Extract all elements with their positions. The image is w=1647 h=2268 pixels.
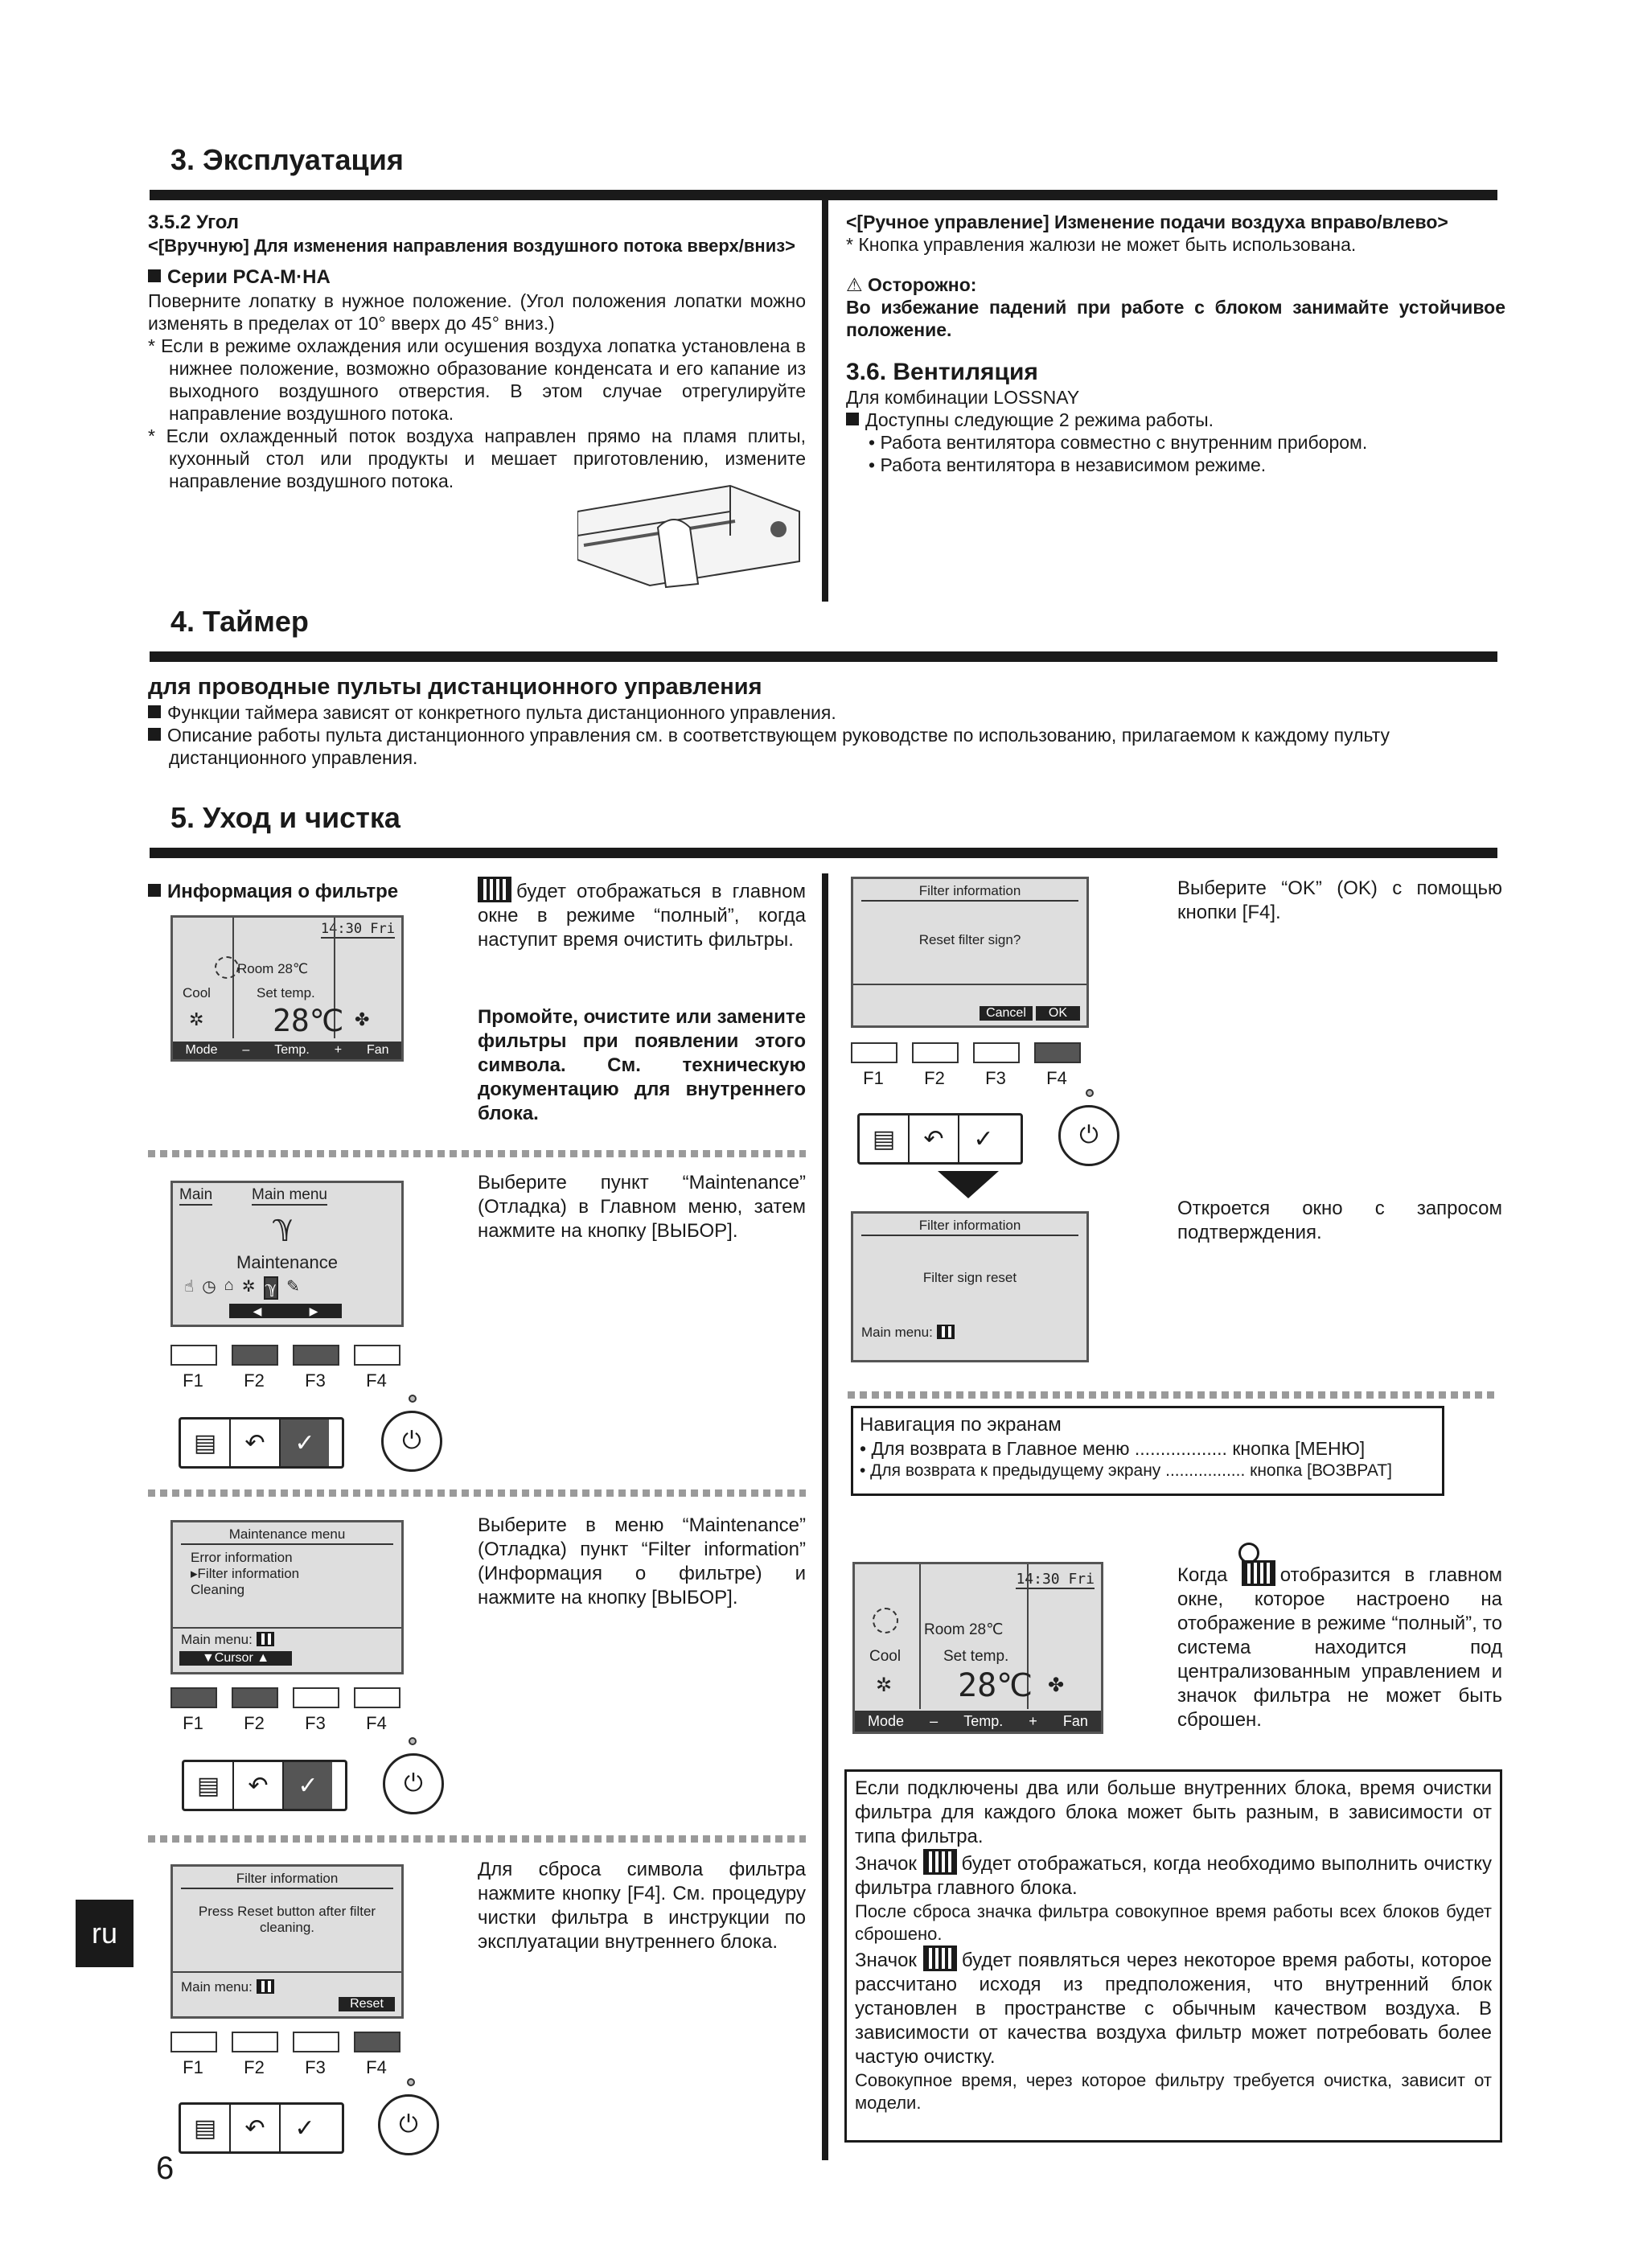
power-button[interactable]: ⏻: [381, 1411, 442, 1472]
prohibit-icon: [1238, 1543, 1259, 1563]
rf-buttons: [980, 1006, 1080, 1021]
select-button[interactable]: ✓: [973, 1125, 994, 1152]
mm-filter-info: ▸Filter information: [191, 1566, 300, 1581]
power-led: [407, 2078, 415, 2086]
lcd-main-screen: [170, 915, 404, 1062]
page-number: 6: [156, 2151, 175, 2186]
menu-return-select-pad-step3: [182, 1760, 347, 1811]
mode-value: Cool: [869, 1648, 902, 1665]
snowflake-icon: ✲: [876, 1674, 893, 1696]
manual-lr-note: * Кнопка управления жалюзи не может быть использована.: [846, 234, 1357, 255]
filter-grid-icon: [478, 877, 511, 902]
arrow-down-icon: [938, 1171, 999, 1198]
caution-heading: ⚠ Осторожно:: [846, 274, 977, 295]
f2-key[interactable]: [232, 1345, 278, 1366]
f4-key[interactable]: [354, 1345, 400, 1366]
central-control-text: Когда отобразится в главном окне, которое настроено на отображение в режиме “полный”, то система находится под централизованным управлением и значок фильтра не может быть сброшен.: [1177, 1560, 1502, 1732]
section-5-title: 5. Уход и чистка: [170, 801, 400, 834]
function-keys-step5: [851, 1042, 1081, 1063]
return-button[interactable]: ↶: [910, 1116, 959, 1162]
central-filter-icon: [1242, 1560, 1280, 1588]
cursor-bar: ◀ ▶: [229, 1304, 342, 1318]
s36-title: 3.6. Вентиляция: [846, 359, 1038, 385]
language-tab: ru: [76, 1900, 133, 1967]
clock: 14:30 Fri: [320, 921, 395, 937]
f4-key[interactable]: [354, 2032, 400, 2052]
section-4-title: 4. Таймер: [170, 605, 309, 638]
step2-text: Выберите пункт “Maintenance” (Отладка) в Главном меню, затем нажмите на кнопку [ВЫБОР].: [478, 1172, 806, 1242]
gear-icon: ✲: [241, 1278, 256, 1296]
square-bullet-icon: [148, 728, 161, 741]
lcd-main-label: Main: [179, 1186, 212, 1206]
filter-warning-text: Промойте, очистите или замените фильтры при появлении этого символа. См. техническую документацию для внутреннего блока.: [478, 1006, 806, 1124]
step4-text: Для сброса символа фильтра нажмите кнопку [F4]. См. процедуру чистки фильтра в инструкции по эксплуатации внутреннего блока.: [478, 1859, 806, 1953]
menu-return-select-pad-step5: [857, 1113, 1023, 1165]
lock-icon: ⌂: [224, 1276, 234, 1294]
f1-key[interactable]: [851, 1042, 897, 1063]
power-led: [409, 1737, 417, 1745]
nav-title: Навигация по экранам: [860, 1414, 1062, 1436]
f3-key[interactable]: [293, 1345, 339, 1366]
lcd-function-bar: Mode – Temp. + Fan: [855, 1711, 1101, 1732]
mm-footer-main-menu: Main menu:: [181, 1632, 279, 1648]
menu-button[interactable]: ▤: [860, 1116, 910, 1162]
s4-subtitle: для проводные пульты дистанционного управления: [148, 674, 762, 700]
fi-footer-main-menu: Main menu:: [181, 1979, 279, 1995]
step5-text: Выберите “OK” (OK) с помощью кнопки [F4].: [1177, 877, 1502, 923]
lcd-maintenance-menu: [170, 1520, 404, 1674]
s4-bullet-1: Функции таймера зависят от конкретного пульта дистанционного управления.: [148, 701, 1499, 724]
fan-icon: ✤: [1048, 1674, 1065, 1696]
column-divider-bottom: [822, 873, 828, 2160]
square-bullet-icon: [846, 413, 859, 425]
dotted-separator: [148, 1835, 806, 1843]
room-temp: Room 28℃: [924, 1621, 1004, 1638]
nav-previous: • Для возврата к предыдущему экрану ................. кнопка [ВОЗВРАТ]: [860, 1461, 1392, 1480]
hand-icon: ☝: [184, 1278, 195, 1296]
menu-button[interactable]: ▤: [181, 1420, 231, 1466]
info-cumulative-time: Совокупное время, через которое фильтру требуется очистка, зависит от модели.: [855, 2070, 1492, 2113]
fkey-labels-step4: F1 F2 F3 F4: [183, 2057, 387, 2077]
return-button[interactable]: ↶: [234, 1762, 284, 1809]
section-352: [148, 211, 806, 492]
fkey-labels-step3: F1 F2 F3 F4: [183, 1713, 387, 1733]
power-led: [409, 1395, 417, 1403]
fsr-title: Filter information: [861, 1217, 1078, 1236]
snowflake-icon: ✲: [189, 1009, 204, 1029]
fkey-labels-step5: F1 F2 F3 F4: [863, 1068, 1067, 1088]
menu-return-select-pad-step2: [179, 1417, 344, 1469]
mode-value: Cool: [183, 985, 211, 1000]
nav-main-menu: • Для возврата в Главное меню .................. кнопка [МЕНЮ]: [860, 1438, 1366, 1459]
info-reset-cumulative: После сброса значка фильтра совокупное время работы всех блоков будет сброшено.: [855, 1901, 1492, 1944]
fsr-footer-main-menu: Main menu:: [861, 1325, 959, 1341]
clock: 14:30 Fri: [1016, 1571, 1095, 1588]
filter-grid-icon: [923, 1849, 957, 1875]
square-bullet-icon: [148, 705, 161, 718]
f1-key[interactable]: [170, 1345, 217, 1366]
section-4-rule: [150, 651, 1497, 662]
mm-title: Maintenance menu: [181, 1526, 393, 1545]
set-temp-value: 28℃: [273, 1003, 344, 1038]
f2-key[interactable]: [912, 1042, 959, 1063]
s36-bullet-2: • Работа вентилятора совместно с внутренним прибором.: [869, 432, 1368, 453]
clock-icon: ◷: [202, 1278, 216, 1296]
f3-key[interactable]: [293, 1687, 339, 1708]
rf-title: Filter information: [861, 882, 1078, 902]
menu-icon: [257, 1632, 274, 1646]
f3-key[interactable]: [293, 2032, 339, 2052]
fi-reset-label: Reset: [339, 1997, 395, 2011]
f3-key[interactable]: [973, 1042, 1020, 1063]
rf-question: Reset filter sign?: [918, 932, 1021, 947]
function-keys-step4: [170, 2032, 400, 2052]
return-button[interactable]: ↶: [231, 2105, 281, 2151]
select-button[interactable]: ✓: [294, 2114, 315, 2142]
set-temp-label: Set temp.: [257, 985, 315, 1000]
warning-icon: ⚠: [846, 274, 863, 295]
menu-icon: [937, 1325, 955, 1339]
select-button[interactable]: ✓: [284, 1762, 332, 1809]
lcd-function-bar: Mode – Temp. + Fan: [173, 1042, 401, 1059]
s352-subtitle: <[Вручную] Для изменения направления воздушного потока вверх/вниз>: [148, 236, 796, 256]
maintenance-icon: ℽ: [273, 1209, 294, 1242]
section-36-column: [846, 211, 1505, 476]
s352-title: 3.5.2 Угол: [148, 212, 240, 233]
fkey-labels-step2: F1 F2 F3 F4: [183, 1370, 387, 1391]
set-temp-value: 28℃: [958, 1667, 1033, 1704]
dotted-separator: [848, 1391, 1499, 1399]
s36-bullet-1: Доступны следующие 2 режима работы.: [846, 409, 1505, 431]
step6-text: Откроется окно с запросом подтверждения.: [1177, 1198, 1502, 1243]
caution-text: Во избежание падений при работе с блоком занимайте устойчивое положение.: [846, 297, 1505, 340]
column-divider-top: [822, 199, 828, 602]
cancel-label: Cancel: [980, 1006, 1033, 1021]
function-keys-step3: [170, 1687, 400, 1708]
filter-info-heading: Информация о фильтре: [148, 880, 398, 904]
power-button[interactable]: ⏻: [378, 2094, 439, 2155]
menu-return-select-pad-step4: [179, 2102, 344, 2154]
function-keys-step2: [170, 1345, 400, 1366]
fi-title: Filter information: [181, 1870, 393, 1889]
vane-illustration: [577, 479, 806, 592]
fsr-message: Filter sign reset: [922, 1270, 1017, 1285]
lcd-main-menu: [170, 1181, 404, 1327]
fan-icon: ✤: [355, 1009, 370, 1029]
f4-key[interactable]: [1034, 1042, 1081, 1063]
pca-text: Поверните лопатку в нужное положение. (Угол положения лопатки можно изменять в пределах от 10° вверх до 45° вниз.): [148, 290, 806, 334]
filter-timing-info-box: [844, 1769, 1502, 2143]
return-button[interactable]: ↶: [231, 1420, 281, 1466]
mm-cleaning: Cleaning: [191, 1582, 245, 1597]
s36-subtitle: Для комбинации LOSSNAY: [846, 387, 1080, 408]
filter-grid-icon: [923, 1945, 957, 1971]
pca-heading: Серии PCA-M·HA: [148, 265, 806, 290]
f1-key[interactable]: [170, 2032, 217, 2052]
s36-bullet-3: • Работа вентилятора в независимом режиме.: [869, 454, 1267, 475]
info-main-unit: Значок будет отображаться, когда необходимо выполнить очистку фильтра главного блока.: [855, 1849, 1492, 1900]
f1-key[interactable]: [170, 1687, 217, 1708]
dotted-separator: [148, 1489, 806, 1497]
manual-lr-title: <[Ручное управление] Изменение подачи воздуха вправо/влево>: [846, 212, 1448, 232]
step3-text: Выберите в меню “Maintenance” (Отладка) пункт “Filter information” (Информация о фильтре) и нажмите на кнопку [ВЫБОР].: [478, 1514, 806, 1609]
fi-press-reset: Press Reset button after filter cleaning.: [198, 1904, 376, 1935]
ok-label: OK: [1036, 1006, 1080, 1021]
power-led: [1086, 1089, 1094, 1097]
menu-icon-row: [184, 1276, 300, 1300]
section-3-title: 3. Эксплуатация: [170, 143, 404, 176]
square-bullet-icon: [148, 269, 161, 282]
menu-button[interactable]: ▤: [181, 2105, 231, 2151]
note-flame: * Если охлажденный поток воздуха направлен прямо на пламя плиты, кухонный стол или продукты и мешает приготовлению, измените направление воздушного потока.: [148, 425, 806, 491]
filter-info-text: будет отображаться в главном окне в режиме “полный”, когда наступит время очистить фильтры.: [478, 877, 806, 952]
lcd-main-screen-central: [852, 1562, 1103, 1734]
s4-bullet-2: Описание работы пульта дистанционного управления см. в соответствующем руководстве по использованию, прилагаемом к каждому пульту дистанционного управления.: [148, 724, 1499, 769]
menu-icon: [257, 1979, 274, 1994]
lcd-filter-sign-reset: [851, 1211, 1089, 1362]
section-4-body: [148, 672, 1499, 769]
f2-key[interactable]: [232, 2032, 278, 2052]
lcd-filter-information: [170, 1864, 404, 2019]
mm-list: [191, 1550, 299, 1598]
lcd-reset-filter-sign: [851, 877, 1089, 1028]
select-button[interactable]: ✓: [281, 1420, 329, 1466]
f2-key[interactable]: [232, 1687, 278, 1708]
tools-icon: ✎: [286, 1278, 300, 1296]
mm-cursor-bar: ▼Cursor ▲: [179, 1651, 292, 1666]
maintenance-selected-icon: ℽ: [264, 1276, 279, 1300]
filter-sign-icon: [873, 1608, 898, 1633]
section-5-rule: [150, 848, 1497, 858]
info-icon-appear: Значок будет появляться через некоторое время работы, которое рассчитано исходя из предположения, что внутренний блок установлен в пространстве с обычным качеством воздуха. В зависимости от качества воздуха фильтр может потребовать более частую очистку.: [855, 1945, 1492, 2069]
power-button[interactable]: ⏻: [1058, 1105, 1119, 1166]
menu-button[interactable]: ▤: [184, 1762, 234, 1809]
lcd-main-menu-label: Main menu: [252, 1186, 327, 1206]
f4-key[interactable]: [354, 1687, 400, 1708]
room-temp: Room 28℃: [237, 961, 309, 976]
note-condensate: * Если в режиме охлаждения или осушения воздуха лопатка установлена в нижнее положение, возможно образование конденсата и его капание из выходного воздушного отверстия. В этом случае отрегулируйте направление воздушного потока.: [148, 335, 806, 424]
navigation-box: [851, 1406, 1444, 1496]
maintenance-label: Maintenance: [236, 1252, 338, 1272]
info-multi-units: Если подключены два или больше внутренних блока, время очистки фильтра для каждого блока может быть разным, в зависимости от типа фильтра.: [855, 1777, 1492, 1847]
set-temp-label: Set temp.: [943, 1648, 1009, 1665]
dotted-separator: [148, 1150, 806, 1157]
square-bullet-icon: [148, 884, 161, 897]
filter-sign-icon: [215, 956, 239, 979]
mm-error-info: Error information: [191, 1550, 293, 1565]
power-button[interactable]: ⏻: [383, 1753, 444, 1814]
